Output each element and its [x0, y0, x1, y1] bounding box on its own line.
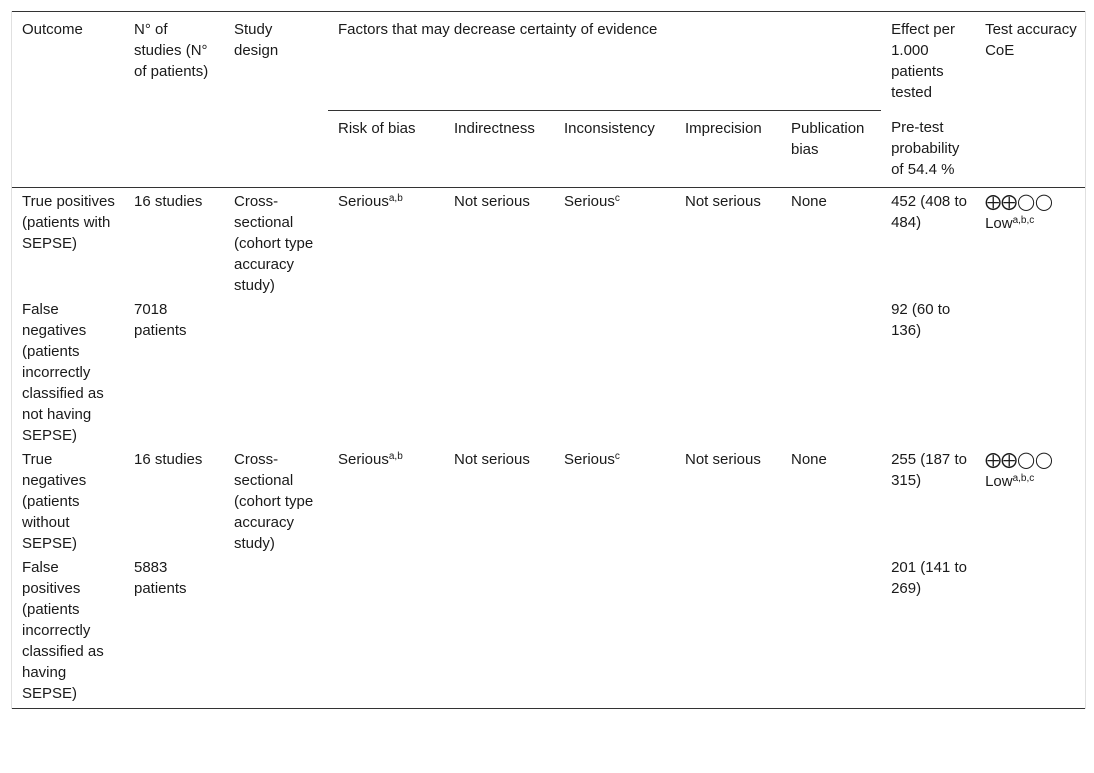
col-indirectness: Indirectness	[444, 110, 554, 188]
cell-coe	[975, 188, 1085, 298]
table-row	[12, 447, 1085, 555]
inconsistency-footnote: c	[614, 451, 620, 462]
cell-publication: None	[791, 451, 827, 468]
inconsistency-footnote: c	[614, 193, 620, 204]
cell-design: Cross-sectional (cohort type accuracy study)	[234, 451, 314, 552]
cell-design: Cross-sectional (cohort type accuracy study)	[234, 193, 314, 294]
cell-indirectness	[444, 555, 554, 709]
col-n-studies: N° of studies (N° of patients)	[124, 12, 224, 188]
cell-publication	[781, 297, 881, 447]
cell-risk	[328, 555, 444, 709]
cell-n: 5883 patients	[124, 555, 224, 709]
col-pretest: Pre-test probability of 54.4 %	[881, 110, 975, 188]
col-effect: Effect per 1.000 patients tested	[881, 12, 975, 111]
cell-imprecision	[675, 555, 781, 709]
inconsistency-value: Serious	[564, 193, 615, 210]
cell-imprecision: Not serious	[685, 193, 761, 210]
cell-outcome: True negatives (patients without SEPSE)	[22, 451, 87, 552]
cell-coe	[975, 555, 1085, 709]
cell-inconsistency	[554, 297, 675, 447]
cell-n: 16 studies	[134, 193, 203, 210]
cell-design	[224, 555, 328, 709]
table-row	[12, 297, 1085, 447]
coe-footnote: a,b,c	[1012, 215, 1035, 226]
col-inconsistency: Inconsistency	[554, 110, 675, 188]
col-publication-bias: Publication bias	[781, 110, 881, 188]
table-row	[12, 555, 1085, 709]
table-body	[12, 188, 1085, 709]
coe-footnote: a,b,c	[1012, 473, 1035, 484]
cell-risk	[328, 447, 444, 555]
cell-imprecision	[675, 297, 781, 447]
cell-outcome: False negatives (patients incorrectly classified as not having SEPSE)	[22, 301, 104, 444]
cell-effect: 452 (408 to 484)	[891, 193, 967, 231]
cell-effect: 92 (60 to 136)	[891, 301, 951, 339]
cell-coe	[975, 297, 1085, 447]
table-header	[12, 12, 1085, 188]
cell-inconsistency	[554, 447, 675, 555]
risk-value: Serious	[338, 451, 389, 468]
cell-effect: 201 (141 to 269)	[881, 555, 975, 709]
cell-risk	[328, 188, 444, 298]
certainty-circles-icon: ⨁⨁◯◯	[985, 450, 1053, 469]
cell-n: 7018 patients	[134, 301, 187, 339]
table-row	[12, 188, 1085, 298]
risk-footnote: a,b	[388, 451, 403, 462]
col-risk-of-bias: Risk of bias	[328, 110, 444, 188]
evidence-table-container	[11, 11, 1086, 709]
cell-effect: 255 (187 to 315)	[891, 451, 967, 489]
col-study-design: Study design	[224, 12, 328, 188]
header-row-top	[12, 12, 1085, 111]
coe-label: Low	[985, 215, 1013, 232]
cell-imprecision: Not serious	[685, 451, 761, 468]
cell-inconsistency	[554, 188, 675, 298]
risk-footnote: a,b	[388, 193, 403, 204]
cell-outcome: True positives (patients with SEPSE)	[22, 193, 115, 252]
grade-evidence-table	[12, 11, 1085, 709]
col-factors: Factors that may decrease certainty of evidence	[328, 12, 881, 111]
cell-design	[224, 297, 328, 447]
certainty-circles-icon: ⨁⨁◯◯	[985, 192, 1053, 211]
cell-indirectness: Not serious	[454, 451, 530, 468]
cell-publication	[781, 555, 881, 709]
cell-inconsistency	[554, 555, 675, 709]
cell-risk	[328, 297, 444, 447]
cell-coe	[975, 447, 1085, 555]
inconsistency-value: Serious	[564, 451, 615, 468]
cell-n: 16 studies	[134, 451, 203, 468]
col-imprecision: Imprecision	[675, 110, 781, 188]
coe-label: Low	[985, 473, 1013, 490]
col-outcome: Outcome	[12, 12, 124, 188]
cell-publication: None	[791, 193, 827, 210]
risk-value: Serious	[338, 193, 389, 210]
cell-outcome: False positives (patients incorrectly classified as having SEPSE)	[12, 555, 124, 709]
cell-indirectness	[444, 297, 554, 447]
cell-indirectness: Not serious	[454, 193, 530, 210]
col-test-accuracy: Test accuracy CoE	[975, 12, 1085, 188]
